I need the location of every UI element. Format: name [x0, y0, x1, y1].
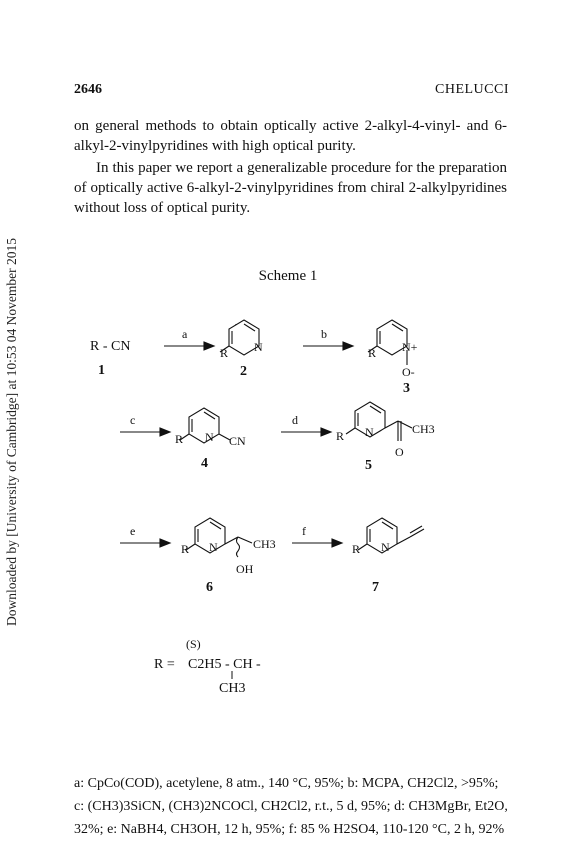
conditions-line-1 [74, 772, 514, 795]
compound-5-n: N [365, 425, 374, 439]
condition-f: f: 85 % H2SO4, 110-120 °C, 2 h, 92% [288, 822, 505, 837]
compound-number-4: 4 [201, 456, 208, 471]
condition-b: b: MCPA, CH2Cl2, >95%; [347, 776, 499, 791]
watermark-text: Downloaded by [University of Cambridge] at 10:53 04 November 2015 [4, 237, 19, 627]
condition-c: c: (CH3)3SiCN, (CH3)2NCOCl, CH2Cl2, r.t., 5 d, 95%; [74, 799, 391, 814]
compound-4-r: R [175, 432, 184, 446]
scheme-title: Scheme 1 [258, 268, 318, 284]
compound-6-oh: OH [236, 562, 254, 576]
r-definition-formula: C2H5 - CH - [188, 657, 261, 672]
step-label-d: d [292, 413, 298, 427]
compound-6-n: N [209, 540, 218, 554]
page-number: 2646 [74, 82, 102, 97]
compound-7-n: N [381, 540, 390, 554]
compound-4-n: N [205, 430, 214, 444]
r-stereo-label: (S) [186, 637, 201, 651]
r-definition-prefix: R = [154, 657, 175, 672]
step-label-a: a [182, 327, 188, 341]
compound-number-3: 3 [403, 381, 410, 396]
compound-number-7: 7 [372, 580, 379, 595]
compound-number-2: 2 [240, 364, 247, 379]
step-label-f: f [302, 524, 306, 538]
conditions-line-3 [74, 818, 514, 841]
compound-2-r: R [220, 346, 229, 360]
compound-number-1: 1 [98, 363, 105, 378]
compound-number-6: 6 [206, 580, 213, 595]
compound-3-r: R [368, 346, 377, 360]
compound-3-n-plus: N+ [402, 340, 418, 354]
compound-7-r: R [352, 542, 361, 556]
running-header-author: CHELUCCI [435, 82, 509, 97]
body-paragraph-1: on general methods to obtain optically active 2-alkyl-4-vinyl- and 6-alkyl-2-vinylpyridines with high optical purity. [74, 118, 507, 154]
start-material-label: R - CN [90, 339, 131, 354]
compound-number-5: 5 [365, 458, 372, 473]
r-definition-branch: CH3 [219, 681, 246, 696]
compound-4-cn: CN [229, 434, 246, 448]
step-label-c: c [130, 413, 136, 427]
condition-a: a: CpCo(COD), acetylene, 8 atm., 140 °C, 95%; [74, 776, 344, 791]
compound-6-ch3: CH3 [253, 537, 276, 551]
compound-5-ch3: CH3 [412, 422, 435, 436]
compound-3-o-minus: O- [402, 365, 415, 379]
condition-e: e: NaBH4, CH3OH, 12 h, 95%; [107, 822, 286, 837]
compound-5-r: R [336, 429, 345, 443]
condition-d-yield: 32%; [74, 822, 104, 837]
step-label-b: b [321, 327, 327, 341]
conditions-line-2 [74, 795, 514, 818]
compound-6-r: R [181, 542, 190, 556]
step-label-e: e [130, 524, 136, 538]
reaction-conditions [74, 772, 514, 841]
compound-2-n: N [254, 340, 263, 354]
body-paragraph-2: In this paper we report a generalizable procedure for the preparation of optically active 6-alkyl-2-vinylpyridines from chiral 2-alkylpyridines without loss of optical purity. [74, 160, 507, 216]
compound-5-o: O [395, 445, 404, 459]
condition-d: d: CH3MgBr, Et2O, [394, 799, 508, 814]
